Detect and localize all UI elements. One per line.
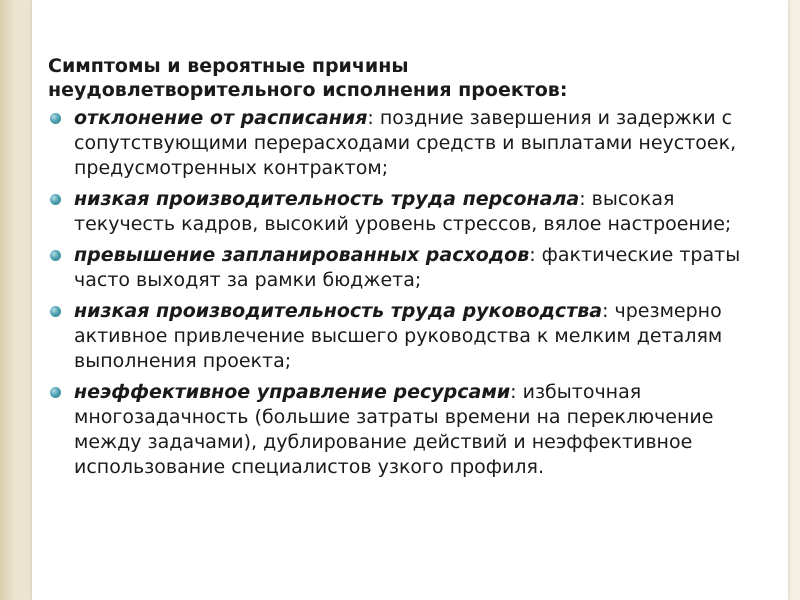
bullet-item-management-productivity xyxy=(48,299,778,374)
bullet-item-resource-management xyxy=(48,380,778,480)
bullet-term: низкая производительность труда персонала xyxy=(74,188,580,210)
bullet-text: : фактические траты часто выходят за рамки бюджета; xyxy=(74,244,741,291)
slide-title xyxy=(48,54,778,102)
bullet-text: : избыточная многозадачность (большие затраты времени на переключение между задачами), дублирование действий и неэффективное использование специалистов узкого профиля. xyxy=(74,381,714,478)
bullet-dot-icon xyxy=(50,387,61,398)
bullet-term: отклонение от расписания xyxy=(74,107,368,129)
bullet-dot-icon xyxy=(50,113,61,124)
bullet-text: : высокая текучесть кадров, высокий уровень стрессов, вялое настроение; xyxy=(74,188,732,235)
bullet-term: низкая производительность труда руководства xyxy=(74,300,603,322)
bullet-list xyxy=(48,106,778,480)
bullet-item-schedule-deviation xyxy=(48,106,778,181)
title-line-1: Симптомы и вероятные причины xyxy=(48,55,409,77)
bullet-dot-icon xyxy=(50,306,61,317)
title-line-2: неудовлетворительного исполнения проектов: xyxy=(48,79,568,101)
bullet-text: : поздние завершения и задержки с сопутствующими перерасходами средств и выплатами неустоек, предусмотренных контрактом; xyxy=(74,107,737,179)
bullet-text: : чрезмерно активное привлечение высшего руководства к мелким деталям выполнения проекта; xyxy=(74,300,723,372)
bullet-term: неэффективное управление ресурсами xyxy=(74,381,511,403)
bullet-dot-icon xyxy=(50,250,61,261)
bullet-dot-icon xyxy=(50,194,61,205)
bullet-item-staff-productivity xyxy=(48,187,778,237)
slide-content xyxy=(48,54,778,486)
bullet-item-cost-overrun xyxy=(48,243,778,293)
bullet-term: превышение запланированных расходов xyxy=(74,244,530,266)
